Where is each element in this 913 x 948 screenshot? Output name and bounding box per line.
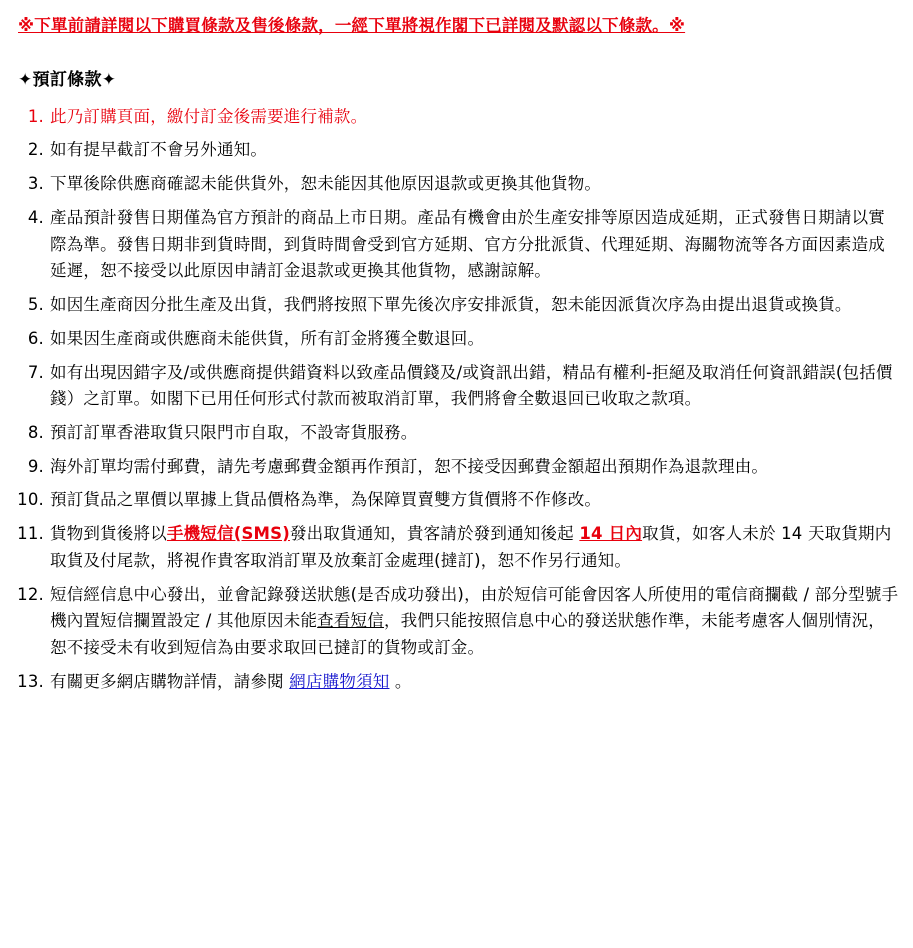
purchase-terms-alert-headline: ※下單前請詳閱以下購買條款及售後條款，一經下單將視作閣下已詳閱及默認以下條款。※	[18, 16, 686, 35]
term-text: 海外訂單均需付郵費，請先考慮郵費金額再作預訂，恕不接受因郵費金額超出預期作為退款理由。	[50, 456, 769, 476]
term-text: 取貨，如客人未於 14 天取貨期内取貨及付尾款，將視作貴客取消訂單及放棄訂金處理(撻訂)，恕不作另行通知。	[50, 524, 892, 570]
term-item	[14, 420, 899, 447]
preorder-terms-section-title: ✦預訂條款✦	[18, 69, 117, 90]
term-item	[14, 582, 899, 662]
term-item	[14, 326, 899, 353]
term-text: 。	[389, 671, 412, 691]
preorder-terms-list	[14, 104, 899, 696]
term-underline: 查看短信	[317, 611, 384, 631]
term-text: ，我們只能按照信息中心的發送狀態作準，未能考慮客人個別情況，恕不接受未有收到短信為由要求取回已撻訂的貨物或訂金。	[50, 611, 885, 657]
term-text: 有關更多網店購物詳情，請參閱	[50, 671, 290, 691]
term-emphasis: 14 日內	[579, 524, 643, 544]
term-item	[14, 292, 899, 319]
term-text: 預訂訂單香港取貨只限門市自取，不設寄貨服務。	[50, 422, 418, 442]
term-text: 如有出現因錯字及/或供應商提供錯資料以致產品價錢及/或資訊出錯，精品有權利-拒絕及取消任何資訊錯誤(包括價錢）之訂單。如閣下已用任何形式付款而被取消訂單，我們將會全數退回已收取之款項。	[50, 362, 893, 409]
term-item	[14, 521, 899, 574]
term-item	[14, 137, 899, 164]
term-text: 發出取貨通知，貴客請於發到通知後起	[289, 524, 580, 544]
term-text: 貨物到貨後將以	[50, 524, 167, 544]
term-text: 預訂貨品之單價以單據上貨品價格為準，為保障買賣雙方貨價將不作修改。	[50, 490, 602, 510]
term-text: 下單後除供應商確認未能供貨外，恕未能因其他原因退款或更換其他貨物。	[50, 174, 602, 194]
term-item	[14, 104, 899, 131]
term-text: 如有提早截訂不會另外通知。	[50, 140, 268, 160]
term-item	[14, 360, 899, 413]
term-text: 此乃訂購頁面，繳付訂金後需要進行補款。	[50, 106, 368, 126]
shop-guide-link[interactable]: 網店購物須知	[289, 671, 390, 691]
term-item	[14, 487, 899, 514]
term-item	[14, 454, 899, 481]
term-item	[14, 669, 899, 696]
term-item	[14, 205, 899, 285]
term-emphasis: 手機短信(SMS)	[166, 524, 290, 544]
term-text: 如因生產商因分批生產及出貨，我們將按照下單先後次序安排派貨，恕未能因派貨次序為由提出退貨或換貨。	[50, 295, 852, 315]
term-item	[14, 171, 899, 198]
term-text: 短信經信息中心發出，並會記錄發送狀態(是否成功發出)，由於短信可能會因客人所使用的電信商攔截 / 部分型號手機內置短信攔置設定 / 其他原因未能	[50, 584, 899, 631]
term-text: 產品預計發售日期僅為官方預計的商品上市日期。產品有機會由於生產安排等原因造成延期，正式發售日期請以實際為準。發售日期非到貨時間，到貨時間會受到官方延期、官方分批派貨、代理延期、海關物流等各方面因素造成延遲，恕不接受以此原因申請訂金退款或更換其他貨物，感謝諒解。	[50, 207, 885, 281]
term-text: 如果因生產商或供應商未能供貨，所有訂金將獲全數退回。	[50, 328, 485, 348]
